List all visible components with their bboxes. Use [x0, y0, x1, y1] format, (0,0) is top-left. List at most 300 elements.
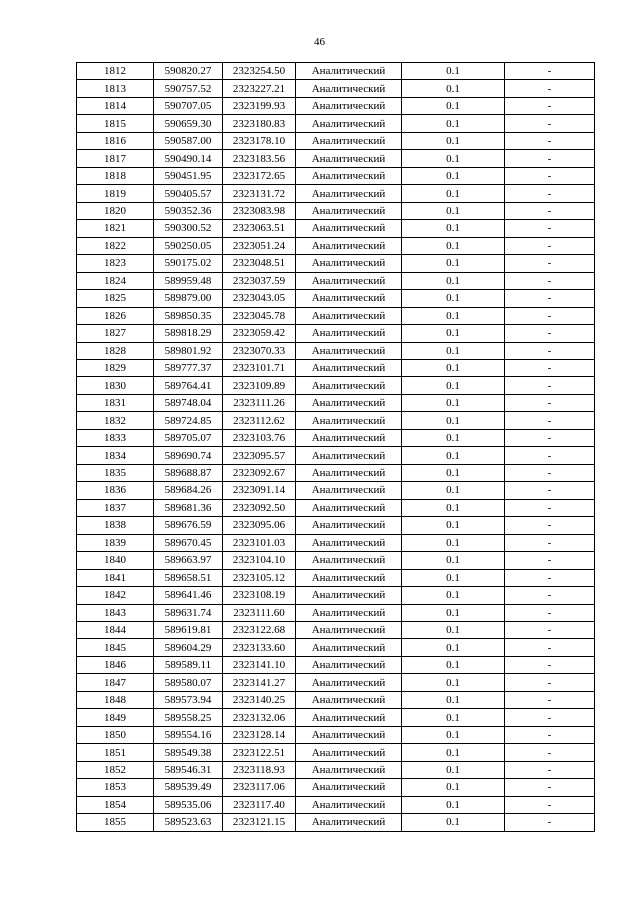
point-number-cell: 1820: [77, 202, 154, 219]
accuracy-cell: 0.1: [402, 464, 505, 481]
method-cell: Аналитический: [296, 290, 402, 307]
accuracy-cell: 0.1: [402, 552, 505, 569]
table-row: [77, 622, 595, 639]
y-coordinate-cell: 2323095.06: [223, 517, 296, 534]
table-row: [77, 237, 595, 254]
point-number-cell: 1845: [77, 639, 154, 656]
y-coordinate-cell: 2323121.15: [223, 814, 296, 831]
method-cell: Аналитический: [296, 814, 402, 831]
x-coordinate-cell: 590490.14: [154, 150, 223, 167]
y-coordinate-cell: 2323112.62: [223, 412, 296, 429]
y-coordinate-cell: 2323104.10: [223, 552, 296, 569]
point-number-cell: 1849: [77, 709, 154, 726]
x-coordinate-cell: 589539.49: [154, 779, 223, 796]
method-cell: Аналитический: [296, 622, 402, 639]
note-cell: -: [505, 167, 595, 184]
point-number-cell: 1852: [77, 761, 154, 778]
table-row: [77, 674, 595, 691]
table-row: [77, 132, 595, 149]
x-coordinate-cell: 590707.05: [154, 97, 223, 114]
note-cell: -: [505, 185, 595, 202]
x-coordinate-cell: 590300.52: [154, 220, 223, 237]
note-cell: -: [505, 656, 595, 673]
y-coordinate-cell: 2323131.72: [223, 185, 296, 202]
y-coordinate-cell: 2323037.59: [223, 272, 296, 289]
table-row: [77, 290, 595, 307]
x-coordinate-cell: 589748.04: [154, 394, 223, 411]
note-cell: -: [505, 499, 595, 516]
method-cell: Аналитический: [296, 691, 402, 708]
y-coordinate-cell: 2323108.19: [223, 587, 296, 604]
y-coordinate-cell: 2323048.51: [223, 255, 296, 272]
accuracy-cell: 0.1: [402, 342, 505, 359]
table-row: [77, 115, 595, 132]
table-row: [77, 604, 595, 621]
table-row: [77, 272, 595, 289]
y-coordinate-cell: 2323109.89: [223, 377, 296, 394]
method-cell: Аналитический: [296, 447, 402, 464]
note-cell: -: [505, 342, 595, 359]
table-row: [77, 63, 595, 80]
x-coordinate-cell: 589658.51: [154, 569, 223, 586]
note-cell: -: [505, 779, 595, 796]
x-coordinate-cell: 589589.11: [154, 656, 223, 673]
x-coordinate-cell: 589879.00: [154, 290, 223, 307]
point-number-cell: 1826: [77, 307, 154, 324]
accuracy-cell: 0.1: [402, 132, 505, 149]
point-number-cell: 1813: [77, 80, 154, 97]
accuracy-cell: 0.1: [402, 447, 505, 464]
x-coordinate-cell: 589580.07: [154, 674, 223, 691]
point-number-cell: 1827: [77, 325, 154, 342]
accuracy-cell: 0.1: [402, 359, 505, 376]
y-coordinate-cell: 2323254.50: [223, 63, 296, 80]
note-cell: -: [505, 132, 595, 149]
x-coordinate-cell: 589631.74: [154, 604, 223, 621]
y-coordinate-cell: 2323117.40: [223, 796, 296, 813]
table-row: [77, 691, 595, 708]
accuracy-cell: 0.1: [402, 237, 505, 254]
accuracy-cell: 0.1: [402, 517, 505, 534]
y-coordinate-cell: 2323133.60: [223, 639, 296, 656]
accuracy-cell: 0.1: [402, 325, 505, 342]
method-cell: Аналитический: [296, 202, 402, 219]
table-row: [77, 150, 595, 167]
accuracy-cell: 0.1: [402, 779, 505, 796]
y-coordinate-cell: 2323227.21: [223, 80, 296, 97]
table-row: [77, 202, 595, 219]
method-cell: Аналитический: [296, 237, 402, 254]
note-cell: -: [505, 290, 595, 307]
note-cell: -: [505, 761, 595, 778]
y-coordinate-cell: 2323122.51: [223, 744, 296, 761]
point-number-cell: 1831: [77, 394, 154, 411]
table-row: [77, 447, 595, 464]
note-cell: -: [505, 115, 595, 132]
x-coordinate-cell: 589558.25: [154, 709, 223, 726]
point-number-cell: 1832: [77, 412, 154, 429]
method-cell: Аналитический: [296, 552, 402, 569]
table-row: [77, 639, 595, 656]
y-coordinate-cell: 2323083.98: [223, 202, 296, 219]
point-number-cell: 1839: [77, 534, 154, 551]
note-cell: -: [505, 394, 595, 411]
accuracy-cell: 0.1: [402, 255, 505, 272]
x-coordinate-cell: 589777.37: [154, 359, 223, 376]
note-cell: -: [505, 622, 595, 639]
method-cell: Аналитический: [296, 761, 402, 778]
table-row: [77, 814, 595, 831]
table-row: [77, 552, 595, 569]
accuracy-cell: 0.1: [402, 796, 505, 813]
x-coordinate-cell: 590820.27: [154, 63, 223, 80]
accuracy-cell: 0.1: [402, 202, 505, 219]
note-cell: -: [505, 80, 595, 97]
method-cell: Аналитический: [296, 359, 402, 376]
method-cell: Аналитический: [296, 674, 402, 691]
y-coordinate-cell: 2323140.25: [223, 691, 296, 708]
accuracy-cell: 0.1: [402, 691, 505, 708]
table-row: [77, 359, 595, 376]
y-coordinate-cell: 2323178.10: [223, 132, 296, 149]
note-cell: -: [505, 447, 595, 464]
x-coordinate-cell: 589549.38: [154, 744, 223, 761]
method-cell: Аналитический: [296, 255, 402, 272]
point-number-cell: 1847: [77, 674, 154, 691]
accuracy-cell: 0.1: [402, 272, 505, 289]
point-number-cell: 1855: [77, 814, 154, 831]
note-cell: -: [505, 709, 595, 726]
note-cell: -: [505, 552, 595, 569]
method-cell: Аналитический: [296, 796, 402, 813]
accuracy-cell: 0.1: [402, 412, 505, 429]
x-coordinate-cell: 589801.92: [154, 342, 223, 359]
table-row: [77, 342, 595, 359]
method-cell: Аналитический: [296, 744, 402, 761]
y-coordinate-cell: 2323122.68: [223, 622, 296, 639]
method-cell: Аналитический: [296, 167, 402, 184]
x-coordinate-cell: 590451.95: [154, 167, 223, 184]
point-number-cell: 1814: [77, 97, 154, 114]
note-cell: -: [505, 359, 595, 376]
accuracy-cell: 0.1: [402, 167, 505, 184]
y-coordinate-cell: 2323059.42: [223, 325, 296, 342]
note-cell: -: [505, 202, 595, 219]
accuracy-cell: 0.1: [402, 482, 505, 499]
y-coordinate-cell: 2323092.50: [223, 499, 296, 516]
y-coordinate-cell: 2323199.93: [223, 97, 296, 114]
accuracy-cell: 0.1: [402, 429, 505, 446]
method-cell: Аналитический: [296, 429, 402, 446]
note-cell: -: [505, 412, 595, 429]
table-row: [77, 709, 595, 726]
table-row: [77, 97, 595, 114]
method-cell: Аналитический: [296, 307, 402, 324]
method-cell: Аналитический: [296, 639, 402, 656]
point-number-cell: 1825: [77, 290, 154, 307]
point-number-cell: 1854: [77, 796, 154, 813]
accuracy-cell: 0.1: [402, 639, 505, 656]
point-number-cell: 1815: [77, 115, 154, 132]
x-coordinate-cell: 590175.02: [154, 255, 223, 272]
accuracy-cell: 0.1: [402, 80, 505, 97]
x-coordinate-cell: 590659.30: [154, 115, 223, 132]
point-number-cell: 1824: [77, 272, 154, 289]
x-coordinate-cell: 589684.26: [154, 482, 223, 499]
table-row: [77, 534, 595, 551]
note-cell: -: [505, 464, 595, 481]
table-row: [77, 325, 595, 342]
method-cell: Аналитический: [296, 517, 402, 534]
accuracy-cell: 0.1: [402, 587, 505, 604]
method-cell: Аналитический: [296, 534, 402, 551]
note-cell: -: [505, 726, 595, 743]
y-coordinate-cell: 2323101.71: [223, 359, 296, 376]
y-coordinate-cell: 2323180.83: [223, 115, 296, 132]
accuracy-cell: 0.1: [402, 622, 505, 639]
page-number: 46: [314, 36, 325, 48]
method-cell: Аналитический: [296, 412, 402, 429]
method-cell: Аналитический: [296, 80, 402, 97]
point-number-cell: 1850: [77, 726, 154, 743]
method-cell: Аналитический: [296, 342, 402, 359]
accuracy-cell: 0.1: [402, 290, 505, 307]
point-number-cell: 1816: [77, 132, 154, 149]
x-coordinate-cell: 589676.59: [154, 517, 223, 534]
table-row: [77, 656, 595, 673]
x-coordinate-cell: 590352.36: [154, 202, 223, 219]
note-cell: -: [505, 569, 595, 586]
point-number-cell: 1830: [77, 377, 154, 394]
table-row: [77, 744, 595, 761]
x-coordinate-cell: 589670.45: [154, 534, 223, 551]
accuracy-cell: 0.1: [402, 674, 505, 691]
table-row: [77, 307, 595, 324]
x-coordinate-cell: 590405.57: [154, 185, 223, 202]
point-number-cell: 1834: [77, 447, 154, 464]
y-coordinate-cell: 2323117.06: [223, 779, 296, 796]
x-coordinate-cell: 589663.97: [154, 552, 223, 569]
accuracy-cell: 0.1: [402, 220, 505, 237]
x-coordinate-cell: 589850.35: [154, 307, 223, 324]
point-number-cell: 1828: [77, 342, 154, 359]
method-cell: Аналитический: [296, 185, 402, 202]
accuracy-cell: 0.1: [402, 726, 505, 743]
accuracy-cell: 0.1: [402, 307, 505, 324]
table-row: [77, 499, 595, 516]
y-coordinate-cell: 2323045.78: [223, 307, 296, 324]
note-cell: -: [505, 796, 595, 813]
method-cell: Аналитический: [296, 656, 402, 673]
accuracy-cell: 0.1: [402, 115, 505, 132]
accuracy-cell: 0.1: [402, 97, 505, 114]
note-cell: -: [505, 429, 595, 446]
method-cell: Аналитический: [296, 272, 402, 289]
y-coordinate-cell: 2323132.06: [223, 709, 296, 726]
method-cell: Аналитический: [296, 604, 402, 621]
method-cell: Аналитический: [296, 220, 402, 237]
point-number-cell: 1822: [77, 237, 154, 254]
method-cell: Аналитический: [296, 569, 402, 586]
note-cell: -: [505, 272, 595, 289]
point-number-cell: 1841: [77, 569, 154, 586]
point-number-cell: 1821: [77, 220, 154, 237]
y-coordinate-cell: 2323092.67: [223, 464, 296, 481]
point-number-cell: 1842: [77, 587, 154, 604]
note-cell: -: [505, 255, 595, 272]
x-coordinate-cell: 589818.29: [154, 325, 223, 342]
point-number-cell: 1848: [77, 691, 154, 708]
point-number-cell: 1838: [77, 517, 154, 534]
x-coordinate-cell: 589690.74: [154, 447, 223, 464]
y-coordinate-cell: 2323091.14: [223, 482, 296, 499]
point-number-cell: 1818: [77, 167, 154, 184]
accuracy-cell: 0.1: [402, 656, 505, 673]
x-coordinate-cell: 589546.31: [154, 761, 223, 778]
method-cell: Аналитический: [296, 377, 402, 394]
point-number-cell: 1823: [77, 255, 154, 272]
table-row: [77, 394, 595, 411]
note-cell: -: [505, 674, 595, 691]
note-cell: -: [505, 325, 595, 342]
table-row: [77, 569, 595, 586]
point-number-cell: 1851: [77, 744, 154, 761]
note-cell: -: [505, 237, 595, 254]
note-cell: -: [505, 307, 595, 324]
accuracy-cell: 0.1: [402, 63, 505, 80]
method-cell: Аналитический: [296, 482, 402, 499]
y-coordinate-cell: 2323111.26: [223, 394, 296, 411]
accuracy-cell: 0.1: [402, 814, 505, 831]
method-cell: Аналитический: [296, 150, 402, 167]
method-cell: Аналитический: [296, 587, 402, 604]
note-cell: -: [505, 534, 595, 551]
y-coordinate-cell: 2323183.56: [223, 150, 296, 167]
accuracy-cell: 0.1: [402, 761, 505, 778]
accuracy-cell: 0.1: [402, 709, 505, 726]
point-number-cell: 1843: [77, 604, 154, 621]
table-row: [77, 482, 595, 499]
note-cell: -: [505, 587, 595, 604]
note-cell: -: [505, 97, 595, 114]
table-row: [77, 761, 595, 778]
method-cell: Аналитический: [296, 464, 402, 481]
table-row: [77, 220, 595, 237]
note-cell: -: [505, 150, 595, 167]
note-cell: -: [505, 220, 595, 237]
method-cell: Аналитический: [296, 115, 402, 132]
table-row: [77, 80, 595, 97]
table-row: [77, 464, 595, 481]
point-number-cell: 1846: [77, 656, 154, 673]
x-coordinate-cell: 589554.16: [154, 726, 223, 743]
y-coordinate-cell: 2323172.65: [223, 167, 296, 184]
x-coordinate-cell: 590587.00: [154, 132, 223, 149]
table-row: [77, 779, 595, 796]
accuracy-cell: 0.1: [402, 377, 505, 394]
table-row: [77, 587, 595, 604]
table-row: [77, 429, 595, 446]
point-number-cell: 1819: [77, 185, 154, 202]
table-row: [77, 255, 595, 272]
point-number-cell: 1837: [77, 499, 154, 516]
accuracy-cell: 0.1: [402, 744, 505, 761]
x-coordinate-cell: 589523.63: [154, 814, 223, 831]
point-number-cell: 1833: [77, 429, 154, 446]
accuracy-cell: 0.1: [402, 499, 505, 516]
x-coordinate-cell: 590250.05: [154, 237, 223, 254]
table-row: [77, 412, 595, 429]
y-coordinate-cell: 2323103.76: [223, 429, 296, 446]
y-coordinate-cell: 2323111.60: [223, 604, 296, 621]
point-number-cell: 1817: [77, 150, 154, 167]
note-cell: -: [505, 63, 595, 80]
y-coordinate-cell: 2323101.03: [223, 534, 296, 551]
accuracy-cell: 0.1: [402, 604, 505, 621]
table-row: [77, 167, 595, 184]
y-coordinate-cell: 2323141.10: [223, 656, 296, 673]
accuracy-cell: 0.1: [402, 394, 505, 411]
x-coordinate-cell: 589705.07: [154, 429, 223, 446]
x-coordinate-cell: 589604.29: [154, 639, 223, 656]
coordinates-table: [76, 62, 595, 832]
x-coordinate-cell: 589959.48: [154, 272, 223, 289]
x-coordinate-cell: 589724.85: [154, 412, 223, 429]
x-coordinate-cell: 589573.94: [154, 691, 223, 708]
coordinates-table-body: [77, 63, 595, 832]
point-number-cell: 1829: [77, 359, 154, 376]
y-coordinate-cell: 2323128.14: [223, 726, 296, 743]
note-cell: -: [505, 377, 595, 394]
table-row: [77, 377, 595, 394]
accuracy-cell: 0.1: [402, 150, 505, 167]
method-cell: Аналитический: [296, 726, 402, 743]
x-coordinate-cell: 589619.81: [154, 622, 223, 639]
accuracy-cell: 0.1: [402, 534, 505, 551]
table-row: [77, 185, 595, 202]
y-coordinate-cell: 2323118.93: [223, 761, 296, 778]
x-coordinate-cell: 589535.06: [154, 796, 223, 813]
method-cell: Аналитический: [296, 499, 402, 516]
y-coordinate-cell: 2323051.24: [223, 237, 296, 254]
method-cell: Аналитический: [296, 97, 402, 114]
x-coordinate-cell: 590757.52: [154, 80, 223, 97]
y-coordinate-cell: 2323105.12: [223, 569, 296, 586]
note-cell: -: [505, 639, 595, 656]
x-coordinate-cell: 589681.36: [154, 499, 223, 516]
method-cell: Аналитический: [296, 709, 402, 726]
method-cell: Аналитический: [296, 779, 402, 796]
point-number-cell: 1840: [77, 552, 154, 569]
accuracy-cell: 0.1: [402, 185, 505, 202]
note-cell: -: [505, 604, 595, 621]
point-number-cell: 1844: [77, 622, 154, 639]
point-number-cell: 1836: [77, 482, 154, 499]
y-coordinate-cell: 2323063.51: [223, 220, 296, 237]
table-row: [77, 517, 595, 534]
x-coordinate-cell: 589764.41: [154, 377, 223, 394]
table-row: [77, 726, 595, 743]
point-number-cell: 1812: [77, 63, 154, 80]
point-number-cell: 1835: [77, 464, 154, 481]
y-coordinate-cell: 2323070.33: [223, 342, 296, 359]
note-cell: -: [505, 482, 595, 499]
y-coordinate-cell: 2323141.27: [223, 674, 296, 691]
note-cell: -: [505, 744, 595, 761]
note-cell: -: [505, 814, 595, 831]
method-cell: Аналитический: [296, 325, 402, 342]
y-coordinate-cell: 2323043.05: [223, 290, 296, 307]
